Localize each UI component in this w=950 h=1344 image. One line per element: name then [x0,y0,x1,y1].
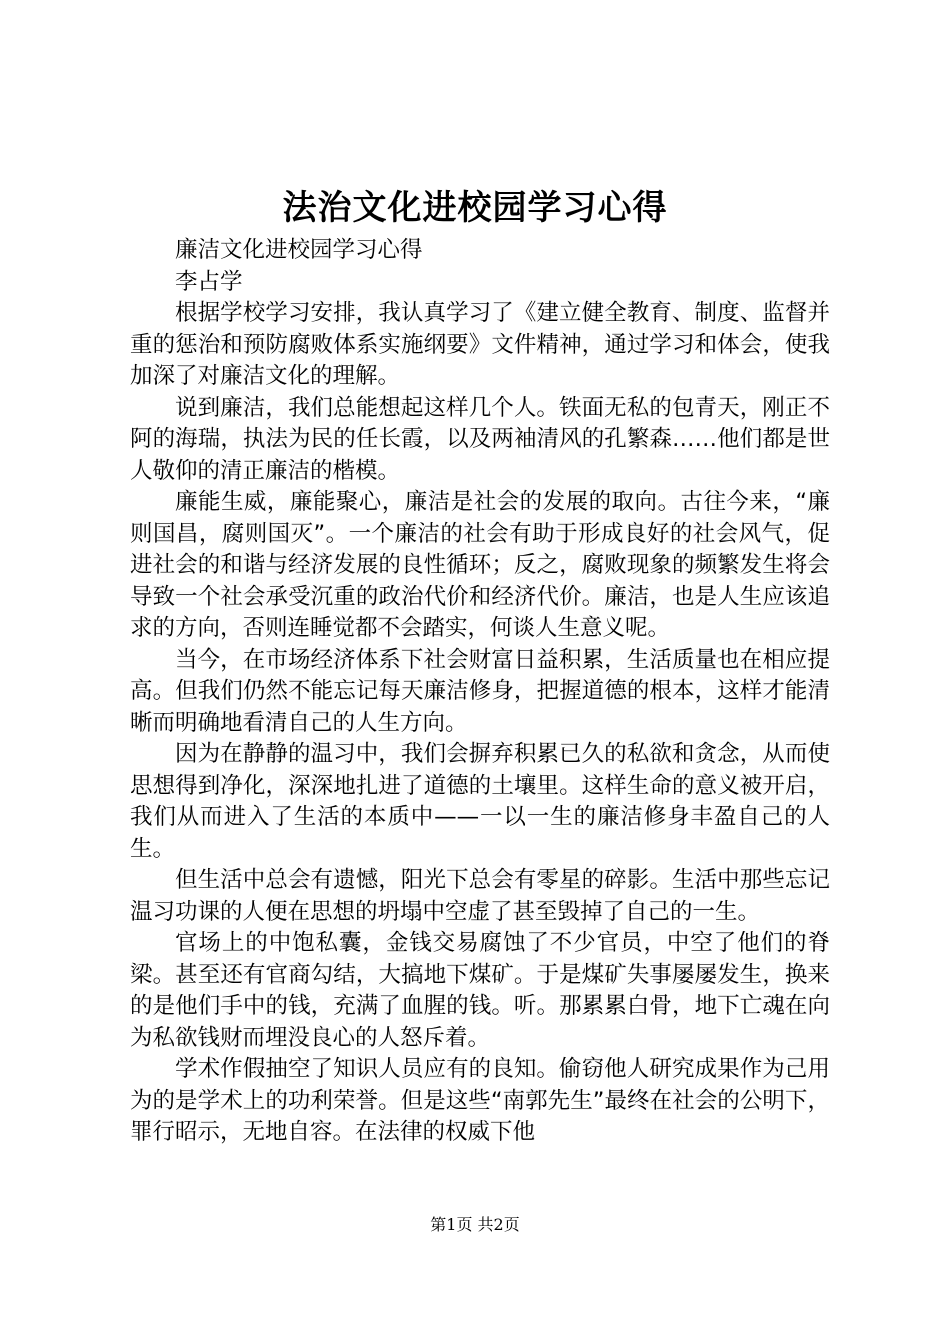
body-paragraph: 廉能生威，廉能聚心，廉洁是社会的发展的取向。古往今来，“廉则国昌，腐则国灭”。一个廉洁的社会有助于形成良好的社会风气，促进社会的和谐与经济发展的良性循环；反之，腐败现象的频繁发生将会导致一个社会承受沉重的政治代价和经济代价。廉洁，也是人生应该追求的方向，否则连睡觉都不会踏实，何谈人生意义呢。 [130,489,830,641]
body-paragraph: 因为在静静的温习中，我们会摒弃积累已久的私欲和贪念，从而使思想得到净化，深深地扎进了道德的土壤里。这样生命的意义被开启，我们从而进入了生活的本质中——一以一生的廉洁修身丰盈自己的人生。 [130,741,830,862]
subtitle-paragraph: 廉洁文化进校园学习心得 [175,237,423,263]
body-paragraph: 根据学校学习安排，我认真学习了《建立健全教育、制度、监督并重的惩治和预防腐败体系实施纲要》文件精神，通过学习和体会，使我加深了对廉洁文化的理解。 [130,300,830,389]
body-paragraph: 但生活中总会有遗憾，阳光下总会有零星的碎影。生活中那些忘记温习功课的人便在思想的坍塌中空虚了甚至毁掉了自己的一生。 [130,867,830,925]
body-paragraph: 学术作假抽空了知识人员应有的良知。偷窃他人研究成果作为己用为的是学术上的功利荣誉。但是这些“南郭先生”最终在社会的公明下，罪行昭示，无地自容。在法律的权威下他 [130,1056,830,1145]
author-paragraph: 李占学 [175,268,243,295]
page-number-footer: 第1页 共2页 [430,1215,520,1234]
document-body [130,235,830,1149]
body-paragraph: 官场上的中饱私囊，金钱交易腐蚀了不少官员，中空了他们的脊梁。甚至还有官商勾结，大搞地下煤矿。于是煤矿失事屡屡发生，换来的是他们手中的钱，充满了血腥的钱。听。那累累白骨，地下亡魂在向为私欲钱财而埋没良心的人怒斥着。 [130,930,830,1051]
document-title: 法治文化进校园学习心得 [282,188,668,228]
body-paragraph: 说到廉洁，我们总能想起这样几个人。铁面无私的包青天，刚正不阿的海瑞，执法为民的任长霞，以及两袖清风的孔繁森……他们都是世人敬仰的清正廉洁的楷模。 [130,394,830,484]
body-paragraph: 当今，在市场经济体系下社会财富日益积累，生活质量也在相应提高。但我们仍然不能忘记每天廉洁修身，把握道德的根本，这样才能清晰而明确地看清自己的人生方向。 [130,646,830,736]
